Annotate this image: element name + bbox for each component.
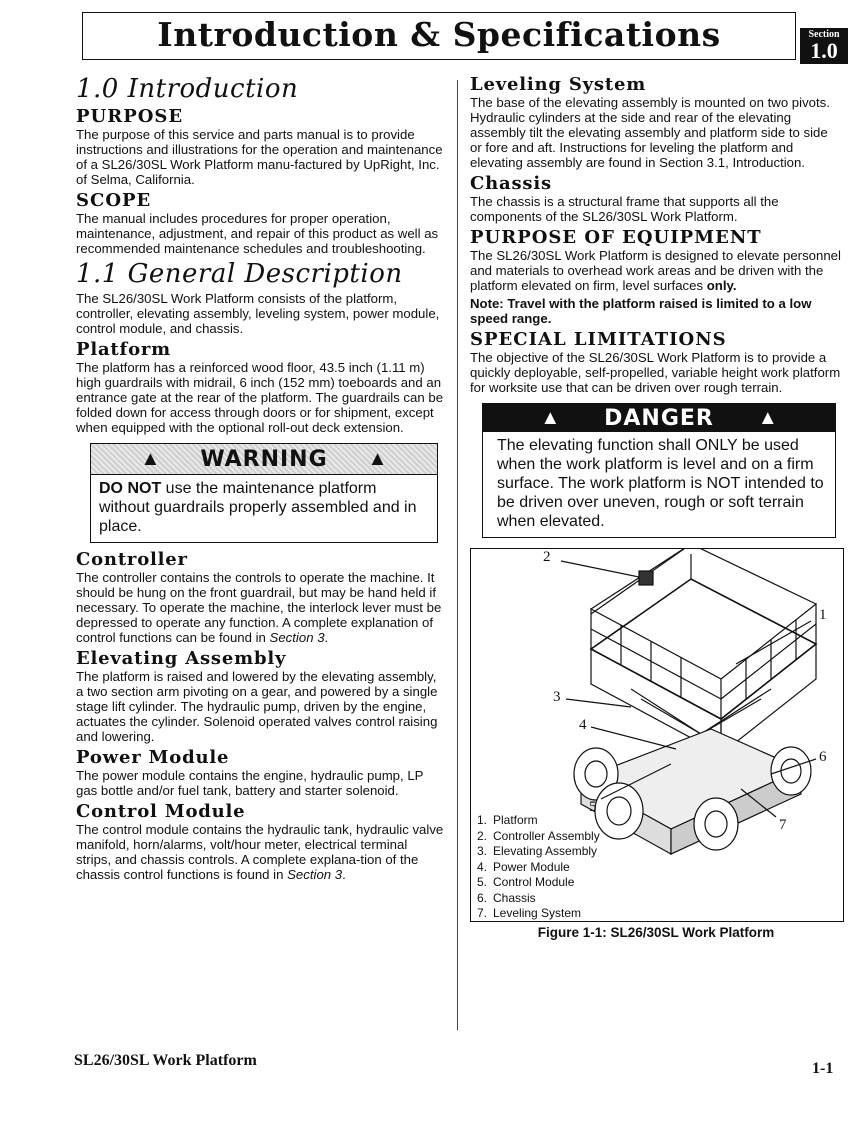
warning-word: WARNING (200, 446, 328, 472)
legend-item: 3. Elevating Assembly (477, 844, 598, 858)
power-module-text: The power module contains the engine, hydraulic pump, LP gas bottle and/or fuel tank, battery and starter solenoid. (76, 768, 424, 798)
scope-text: The manual includes procedures for proper operation, maintenance, adjustment, and repair of this product as well as recommended maintenance schedules and troubleshooting. (76, 211, 439, 256)
control-module-text-main: The control module contains the hydraulic tank, hydraulic valve manifold, horn/alarms, volt/hour meter, electrical terminal strips, and chassis controls. A complete explana-tion of the chassis control functions is found in (76, 822, 444, 882)
general-description-heading: 1.1 General Description (76, 259, 403, 289)
chassis-text: The chassis is a structural frame that supports all the components of the SL26/30SL Work Platform. (470, 194, 779, 224)
legend-item: 1. Platform (477, 813, 538, 827)
speed-note: Note: Travel with the platform raised is limited to a low speed range. (470, 296, 812, 326)
danger-header (483, 404, 835, 432)
legend-item: 6. Chassis (477, 890, 536, 905)
leveling-heading: Leveling System (470, 74, 647, 95)
scope-heading: SCOPE (76, 190, 152, 211)
warning-text: use the maintenance platform without guardrails properly assembled and in place. (99, 480, 417, 535)
legend-item: 2. Controller Assembly (477, 828, 600, 843)
platform-heading: Platform (76, 339, 172, 360)
section-tab-number: 1.0 (810, 38, 838, 63)
footer-product-name: SL26/30SL Work Platform (74, 1052, 257, 1069)
callout-5: 5 (589, 799, 597, 815)
elevating-heading: Elevating Assembly (76, 648, 287, 669)
control-module-heading: Control Module (76, 801, 246, 822)
power-module-heading: Power Module (76, 747, 230, 768)
intro-heading: 1.0 Introduction (76, 74, 299, 104)
callout-3: 3 (553, 689, 561, 705)
callout-2: 2 (543, 549, 551, 565)
controller-text: The controller contains the controls to operate the machine. It should be hung on the front guardrail, but may be hand held if necessary. To operate the machine, the interlock lever must be depressed to operate any function. A complete explanation of control functions can be found in Section 3. (76, 570, 442, 645)
platform-text: The platform has a reinforced wood floor, 43.5 inch (1.11 m) high guardrails with midrail, 6 inch (152 mm) toeboards and an entrance gate at the rear of the platform. The guardrails can be folded down for access through doors or for shipment, except when equipped with the optional roll-out deck extension. (76, 360, 444, 435)
poe-only: only. (706, 278, 737, 293)
footer-page-number: 1-1 (812, 1060, 834, 1077)
page-title: Introduction & Specifications (157, 15, 721, 54)
warning-body (91, 475, 437, 542)
special-limitations-heading: SPECIAL LIMITATIONS (470, 329, 727, 350)
controller-text-main: The controller contains the controls to operate the machine. It should be hung on the front guardrail, but may be hand held if necessary. To operate the machine, the interlock lever must be depressed to operate any function. A complete explanation of control functions can be found in (76, 570, 442, 645)
danger-word: DANGER (604, 405, 714, 431)
danger-body: The elevating function shall ONLY be used when the work platform is level and on a firm surface. The work platform is NOT intended to be driven over uneven, rough or soft terrain when elevated. (497, 437, 824, 530)
elevating-text: The platform is raised and lowered by the elevating assembly, a two section arm pivoting on a gear, and powered by a single stage lift cylinder. The hydraulic pump, driven by the engine, actuates the cylinder. Solenoid operated valves control raising and lowering. (76, 669, 438, 744)
callout-6: 6 (819, 749, 827, 765)
purpose-text: The purpose of this service and parts manual is to provide instructions and illustrations for the operation and maintenance of a SL26/30SL Work Platform manu-factured by UpRight, Inc. of Selma, California. (76, 127, 443, 187)
warning-box (90, 443, 438, 543)
controller-ref: Section 3 (269, 630, 325, 645)
purpose-of-equipment-text (470, 248, 842, 293)
chassis-heading: Chassis (470, 173, 552, 194)
warning-header (91, 444, 437, 475)
control-module-ref: Section 3 (287, 867, 343, 882)
controller-heading: Controller (76, 549, 188, 570)
callout-7: 7 (779, 817, 787, 833)
special-limitations-text: The objective of the SL26/30SL Work Platform is to provide a quickly deployable, self-propelled, variable height work platform for worksite use that can be driven over rough terrain. (470, 350, 841, 395)
control-module-text: The control module contains the hydraulic tank, hydraulic valve manifold, horn/alarms, volt/hour meter, electrical terminal strips, and chassis controls. A complete explana-tion of the chassis control functions is found in Section 3. (76, 822, 444, 882)
warning-lead: DO NOT (99, 480, 162, 497)
left-column (76, 74, 446, 885)
legend-item: 7. Leveling System (477, 906, 582, 920)
legend-item: 4. Power Module (477, 859, 570, 874)
danger-triangle-icon: ▲ (757, 407, 778, 429)
figure-caption: Figure 1-1: SL26/30SL Work Platform (537, 925, 775, 940)
title-bar (82, 12, 796, 60)
column-divider (457, 80, 458, 1030)
purpose-heading: PURPOSE (76, 106, 184, 127)
danger-triangle-icon: ▲ (540, 407, 561, 429)
warning-triangle-icon: ▲ (140, 448, 161, 470)
section-tab (800, 28, 848, 64)
general-description-text: The SL26/30SL Work Platform consists of the platform, controller, elevating assembly, leveling system, power module, control module, and chassis. (76, 291, 440, 336)
right-column (470, 74, 842, 940)
figure-legend (477, 813, 600, 922)
danger-box (482, 403, 836, 538)
section-tab-label: Section (808, 29, 840, 40)
poe-text-main: The SL26/30SL Work Platform is designed to elevate personnel and materials to overhead work areas and be driven with the platform elevated on firm, level surfaces (470, 248, 841, 293)
callout-1: 1 (819, 607, 827, 623)
warning-triangle-icon: ▲ (367, 448, 388, 470)
callout-4: 4 (579, 717, 587, 733)
work-platform-figure (470, 548, 844, 922)
legend-item: 5. Control Module (477, 875, 575, 889)
purpose-of-equipment-heading: PURPOSE OF EQUIPMENT (470, 227, 762, 248)
leveling-text: The base of the elevating assembly is mounted on two pivots. Hydraulic cylinders at the side and rear of the elevating assembly tilt the elevating assembly and platform side to side or fore and aft. Instructions for leveling the platform and elevating assembly are found in Section 3.1, Introduction. (470, 95, 830, 170)
